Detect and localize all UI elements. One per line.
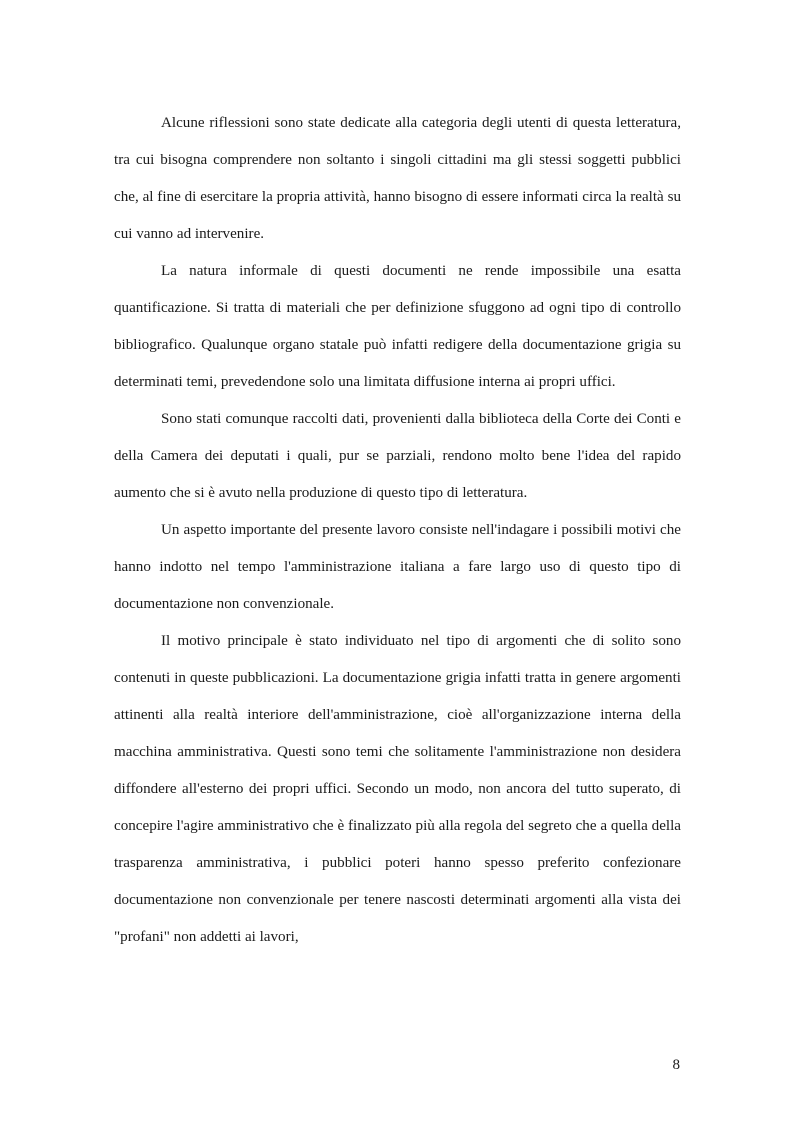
body-text [114, 105, 681, 956]
paragraph-important-aspect: Un aspetto importante del presente lavoro consiste nell'indagare i possibili motivi che hanno indotto nel tempo l'amministrazione italiana a fare largo uso di questo tipo di documentazione non convenzionale. [114, 522, 681, 612]
paragraph-main-reason: Il motivo principale è stato individuato nel tipo di argomenti che di solito sono contenuti in queste pubblicazioni. La documentazione grigia infatti tratta in genere argomenti attinenti alla realtà interiore dell'amministrazione, cioè all'organizzazione interna della macchina amministrativa. Questi sono temi che solitamente l'amministrazione non desidera diffondere all'esterno dei propri uffici. Secondo un modo, non ancora del tutto superato, di concepire l'agire amministrativo che è finalizzato più alla regola del segreto che a quella della trasparenza amministrativa, i pubblici poteri hanno spesso preferito confezionare documentazione non convenzionale per tenere nascosti determinati argomenti alla vista dei "profani" non addetti ai lavori, [114, 633, 681, 945]
paragraph-users-of-literature: Alcune riflessioni sono state dedicate alla categoria degli utenti di questa letteratura, tra cui bisogna comprendere non soltanto i singoli cittadini ma gli stessi soggetti pubblici che, al fine di esercitare la propria attività, hanno bisogno di essere informati circa la realtà su cui vanno ad intervenire. [114, 115, 681, 242]
paragraph-collected-data: Sono stati comunque raccolti dati, provenienti dalla biblioteca della Corte dei Conti e della Camera dei deputati i quali, pur se parziali, rendono molto bene l'idea del rapido aumento che si è avuto nella produzione di questo tipo di letteratura. [114, 411, 681, 501]
page-number: 8 [672, 1057, 680, 1073]
paragraph-informal-nature: La natura informale di questi documenti ne rende impossibile una esatta quantificazione. Si tratta di materiali che per definizione sfuggono ad ogni tipo di controllo bibliografico. Qualunque organo statale può infatti redigere della documentazione grigia su determinati temi, prevedendone solo una limitata diffusione interna ai propri uffici. [114, 263, 681, 390]
